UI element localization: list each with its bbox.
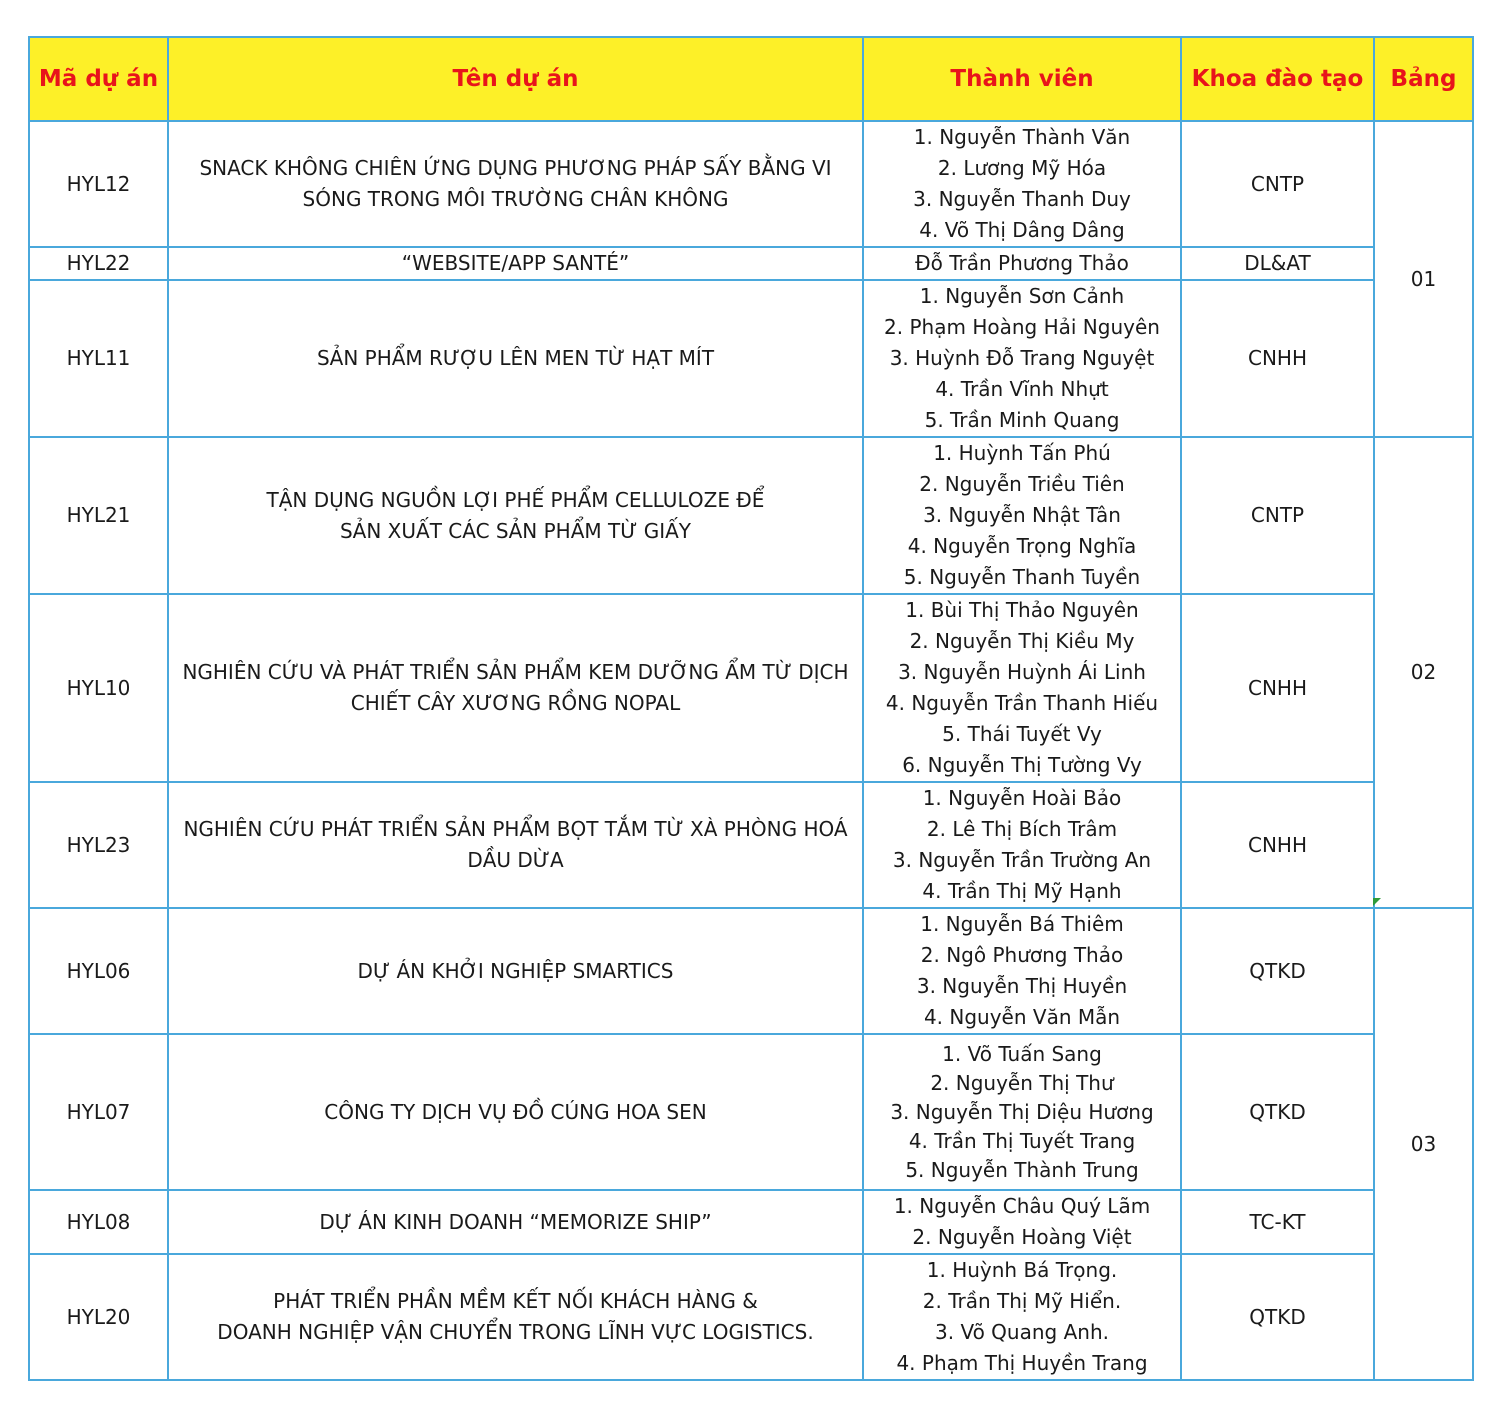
member-item: 1. Võ Tuấn Sang xyxy=(942,1041,1102,1066)
project-faculty: CNHH xyxy=(1181,782,1374,908)
member-item: 5. Nguyễn Thanh Tuyền xyxy=(903,565,1141,589)
member-item: 3. Nguyễn Thị Huyền xyxy=(916,974,1128,998)
project-name-line: PHÁT TRIỂN PHẦN MỀM KẾT NỐI KHÁCH HÀNG & xyxy=(273,1289,758,1313)
project-name xyxy=(168,437,863,594)
project-name-line: SẢN XUẤT CÁC SẢN PHẨM TỪ GIẤY xyxy=(339,518,692,543)
project-faculty: CNTP xyxy=(1181,121,1374,247)
table-row xyxy=(29,280,1473,437)
project-name-line: DỰ ÁN KHỞI NGHIỆP SMARTICS xyxy=(357,958,674,983)
member-item: 5. Trần Minh Quang xyxy=(924,408,1120,432)
project-name-line: NGHIÊN CỨU PHÁT TRIỂN SẢN PHẨM BỌT TẮM TỪ XÀ PHÒNG HOÁ xyxy=(183,817,848,841)
header-code: Mã dự án xyxy=(29,37,168,121)
project-members xyxy=(863,908,1181,1034)
project-code: HYL21 xyxy=(29,437,168,594)
member-item: 3. Võ Quang Anh. xyxy=(935,1320,1109,1344)
member-item: Đỗ Trần Phương Thảo xyxy=(915,251,1129,275)
project-faculty: QTKD xyxy=(1181,1254,1374,1380)
member-item: 2. Ngô Phương Thảo xyxy=(920,943,1124,967)
project-members xyxy=(863,782,1181,908)
member-item: 2. Lê Thị Bích Trâm xyxy=(926,817,1118,841)
table-row xyxy=(29,1034,1473,1190)
table-row xyxy=(29,1190,1473,1254)
table-row xyxy=(29,594,1473,782)
member-item: 4. Nguyễn Văn Mẫn xyxy=(923,1005,1121,1029)
member-item: 2. Nguyễn Triều Tiên xyxy=(919,472,1125,496)
member-item: 4. Trần Vĩnh Nhựt xyxy=(935,377,1109,401)
project-faculty: CNTP xyxy=(1181,437,1374,594)
member-item: 4. Trần Thị Tuyết Trang xyxy=(908,1128,1136,1153)
member-item: 4. Nguyễn Trần Thanh Hiếu xyxy=(885,691,1159,715)
board-cell: 01 xyxy=(1374,121,1473,437)
project-name-line: “WEBSITE/APP SANTÉ” xyxy=(401,251,630,275)
project-members xyxy=(863,1254,1181,1380)
member-item: 5. Thái Tuyết Vy xyxy=(942,722,1102,746)
project-code: HYL10 xyxy=(29,594,168,782)
project-faculty: CNHH xyxy=(1181,594,1374,782)
member-item: 2. Trần Thị Mỹ Hiển. xyxy=(922,1289,1122,1313)
project-name xyxy=(168,908,863,1034)
project-code: HYL23 xyxy=(29,782,168,908)
project-name-line: DOANH NGHIỆP VẬN CHUYỂN TRONG LĨNH VỰC LOGISTICS. xyxy=(217,1320,814,1344)
header-members: Thành viên xyxy=(863,37,1181,121)
project-name-line: CÔNG TY DỊCH VỤ ĐỒ CÚNG HOA SEN xyxy=(324,1099,707,1124)
project-name xyxy=(168,280,863,437)
member-item: 1. Nguyễn Châu Quý Lãm xyxy=(893,1194,1151,1218)
member-item: 4. Trần Thị Mỹ Hạnh xyxy=(922,879,1122,903)
member-item: 1. Huỳnh Tấn Phú xyxy=(933,441,1111,465)
member-item: 5. Nguyễn Thành Trung xyxy=(905,1157,1139,1182)
project-name-line: CHIẾT CÂY XƯƠNG RỒNG NOPAL xyxy=(350,691,681,715)
project-members xyxy=(863,121,1181,247)
header-board: Bảng xyxy=(1374,37,1473,121)
board-cell: 02 xyxy=(1374,437,1473,908)
project-name-line: SNACK KHÔNG CHIÊN ỨNG DỤNG PHƯƠNG PHÁP SẤY BẰNG VI xyxy=(199,156,832,180)
table-row xyxy=(29,121,1473,247)
project-name-line: DỰ ÁN KINH DOANH “MEMORIZE SHIP” xyxy=(319,1209,712,1234)
project-code: HYL20 xyxy=(29,1254,168,1380)
member-item: 3. Nguyễn Trần Trường An xyxy=(892,848,1152,872)
member-item: 3. Nguyễn Huỳnh Ái Linh xyxy=(898,660,1146,684)
member-item: 3. Nguyễn Thanh Duy xyxy=(913,187,1131,211)
project-name xyxy=(168,1190,863,1254)
project-name-line: DẦU DỪA xyxy=(467,848,564,872)
project-code: HYL11 xyxy=(29,280,168,437)
member-item: 1. Bùi Thị Thảo Nguyên xyxy=(905,598,1139,622)
project-faculty: DL&AT xyxy=(1181,247,1374,280)
table-row xyxy=(29,908,1473,1034)
member-item: 6. Nguyễn Thị Tường Vy xyxy=(902,753,1142,777)
project-code: HYL12 xyxy=(29,121,168,247)
project-name xyxy=(168,247,863,280)
projects-table xyxy=(28,36,1474,1381)
board-cell: 03 xyxy=(1374,908,1473,1380)
project-name-line: NGHIÊN CỨU VÀ PHÁT TRIỂN SẢN PHẨM KEM DƯỠNG ẨM TỪ DỊCH xyxy=(182,660,849,684)
member-item: 1. Huỳnh Bá Trọng. xyxy=(926,1258,1118,1282)
project-members xyxy=(863,1190,1181,1254)
project-members xyxy=(863,437,1181,594)
table-row xyxy=(29,782,1473,908)
header-faculty: Khoa đào tạo xyxy=(1181,37,1374,121)
member-item: 3. Nguyễn Nhật Tân xyxy=(923,503,1121,527)
project-members xyxy=(863,247,1181,280)
project-name-line: SẢN PHẨM RƯỢU LÊN MEN TỪ HẠT MÍT xyxy=(316,346,715,370)
member-item: 3. Huỳnh Đỗ Trang Nguyệt xyxy=(889,346,1155,370)
member-item: 1. Nguyễn Thành Văn xyxy=(913,125,1131,149)
member-item: 2. Nguyễn Thị Kiều My xyxy=(909,629,1135,653)
member-item: 1. Nguyễn Sơn Cảnh xyxy=(919,284,1125,308)
header-name: Tên dự án xyxy=(168,37,863,121)
project-name-line: TẬN DỤNG NGUỒN LỢI PHẾ PHẨM CELLULOZE ĐỂ xyxy=(266,487,765,512)
member-item: 4. Nguyễn Trọng Nghĩa xyxy=(907,534,1137,558)
project-faculty: QTKD xyxy=(1181,1034,1374,1190)
project-members xyxy=(863,1034,1181,1190)
project-name xyxy=(168,782,863,908)
project-faculty: CNHH xyxy=(1181,280,1374,437)
project-members xyxy=(863,594,1181,782)
member-item: 3. Nguyễn Thị Diệu Hương xyxy=(890,1099,1154,1124)
project-name xyxy=(168,1034,863,1190)
member-item: 2. Phạm Hoàng Hải Nguyên xyxy=(884,315,1160,339)
member-item: 2. Nguyễn Thị Thư xyxy=(930,1070,1114,1095)
project-code: HYL07 xyxy=(29,1034,168,1190)
project-name xyxy=(168,121,863,247)
comment-indicator-mark xyxy=(1373,898,1381,906)
header-row xyxy=(29,37,1473,121)
project-faculty: QTKD xyxy=(1181,908,1374,1034)
project-name xyxy=(168,594,863,782)
member-item: 2. Lương Mỹ Hóa xyxy=(937,156,1107,180)
table-row xyxy=(29,1254,1473,1380)
project-name-line: SÓNG TRONG MÔI TRƯỜNG CHÂN KHÔNG xyxy=(302,187,729,211)
project-code: HYL22 xyxy=(29,247,168,280)
member-item: 1. Nguyễn Bá Thiêm xyxy=(920,912,1124,936)
member-item: 2. Nguyễn Hoàng Việt xyxy=(912,1225,1132,1249)
member-item: 1. Nguyễn Hoài Bảo xyxy=(922,786,1122,810)
member-item: 4. Võ Thị Dâng Dâng xyxy=(919,218,1125,242)
project-code: HYL06 xyxy=(29,908,168,1034)
table-row xyxy=(29,437,1473,594)
project-code: HYL08 xyxy=(29,1190,168,1254)
project-members xyxy=(863,280,1181,437)
project-name xyxy=(168,1254,863,1380)
member-item: 4. Phạm Thị Huyền Trang xyxy=(896,1351,1148,1375)
project-faculty: TC-KT xyxy=(1181,1190,1374,1254)
table-row xyxy=(29,247,1473,280)
